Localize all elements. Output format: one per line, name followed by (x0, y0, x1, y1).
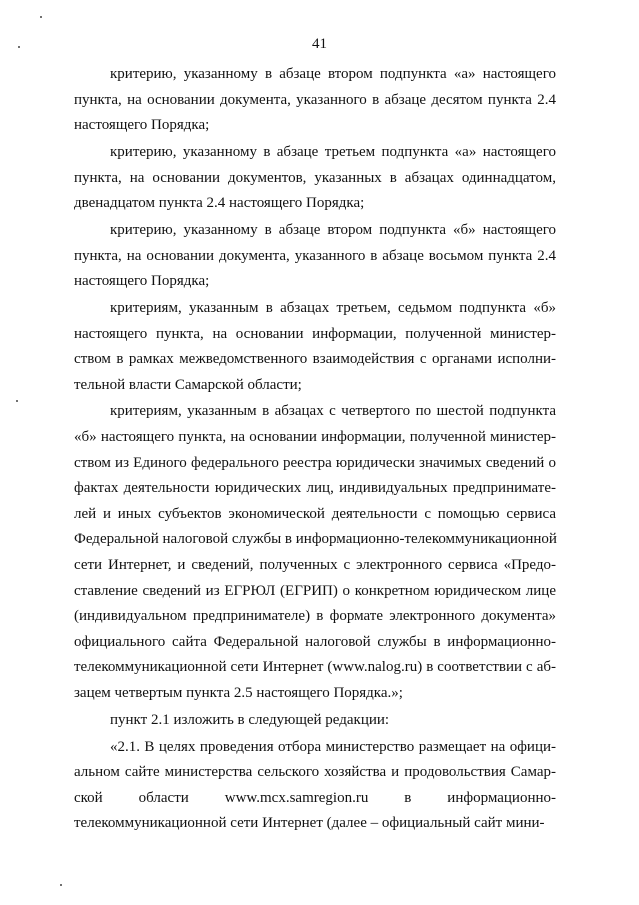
text-line: настоящего Порядка; (74, 273, 210, 290)
text-line: ством в рамках межведомственного взаимодействия с органами исполни- (74, 351, 556, 368)
text-line: критерию, указанному в абзаце третьем подпункта «а» настоящего (110, 143, 556, 160)
text-line: настоящего пункта, на основании информации, полученной министер- (74, 325, 556, 342)
scan-speck (16, 400, 18, 402)
text-line: двенадцатом пункта 2.4 настоящего Порядка; (74, 195, 365, 212)
text-line: лей и иных субъектов экономической деятельности с помощью сервиса (74, 505, 556, 522)
text-line: альном сайте министерства сельского хозяйства и продовольствия Самар- (74, 764, 556, 781)
text-line: критерию, указанному в абзаце втором подпункта «б» настоящего (110, 221, 556, 238)
text-line: зацем четвертым пункта 2.5 настоящего Порядка.»; (74, 685, 403, 701)
text-line: сети Интернет, и сведений, полученных с электронного сервиса «Предо- (74, 557, 556, 574)
text-line: «б» настоящего пункта, на основании информации, полученной министер- (74, 429, 556, 446)
text-line: телекоммуникационной сети Интернет (www.nalog.ru) в соответствии с аб- (74, 659, 556, 676)
scan-speck (40, 16, 42, 18)
text-line: пункта, на основании документа, указанного в абзаце десятом пункта 2.4 (74, 91, 556, 108)
text-line: телекоммуникационной сети Интернет (далее – официальный сайт мини- (74, 815, 545, 832)
text-line: критериям, указанным в абзацах третьем, седьмом подпункта «б» (110, 299, 556, 316)
text-line: (индивидуальном предпринимателе) в формате электронного документа» (74, 608, 556, 625)
text-line: пункт 2.1 изложить в следующей редакции: (110, 711, 390, 728)
text-line: пункта, на основании документов, указанных в абзацах одиннадцатом, (74, 169, 556, 186)
document-body (74, 62, 556, 837)
paragraph (74, 708, 556, 734)
text-line: ством из Единого федерального реестра юридически значимых сведений о (74, 454, 556, 471)
paragraph (74, 399, 556, 706)
text-line: тельной власти Самарской области; (74, 376, 302, 393)
text-line: настоящего Порядка; (74, 117, 210, 134)
paragraph (74, 218, 556, 295)
paragraph (74, 62, 556, 139)
text-line: ской области www.mcx.samregion.ru в информационно- (74, 789, 556, 806)
text-line: критерию, указанному в абзаце втором подпункта «а» настоящего (110, 66, 556, 82)
text-line: Федеральной налоговой службы в информационно-телекоммуникационной (74, 531, 557, 548)
paragraph (74, 735, 556, 837)
scan-speck (60, 884, 62, 886)
paragraph (74, 140, 556, 217)
page-number: 41 (312, 36, 327, 52)
text-line: пункта, на основании документа, указанного в абзаце восьмом пункта 2.4 (74, 247, 556, 264)
text-line: официального сайта Федеральной налоговой службы в информационно- (74, 633, 556, 650)
text-line: ставление сведений из ЕГРЮЛ (ЕГРИП) о конкретном юридическом лице (74, 582, 556, 599)
text-line: «2.1. В целях проведения отбора министерство размещает на офици- (110, 738, 556, 755)
text-line: фактах деятельности юридических лиц, индивидуальных предпринимате- (74, 480, 556, 497)
text-line: критериям, указанным в абзацах с четвертого по шестой подпункта (110, 403, 556, 420)
paragraph (74, 296, 556, 398)
scan-speck (18, 46, 20, 48)
